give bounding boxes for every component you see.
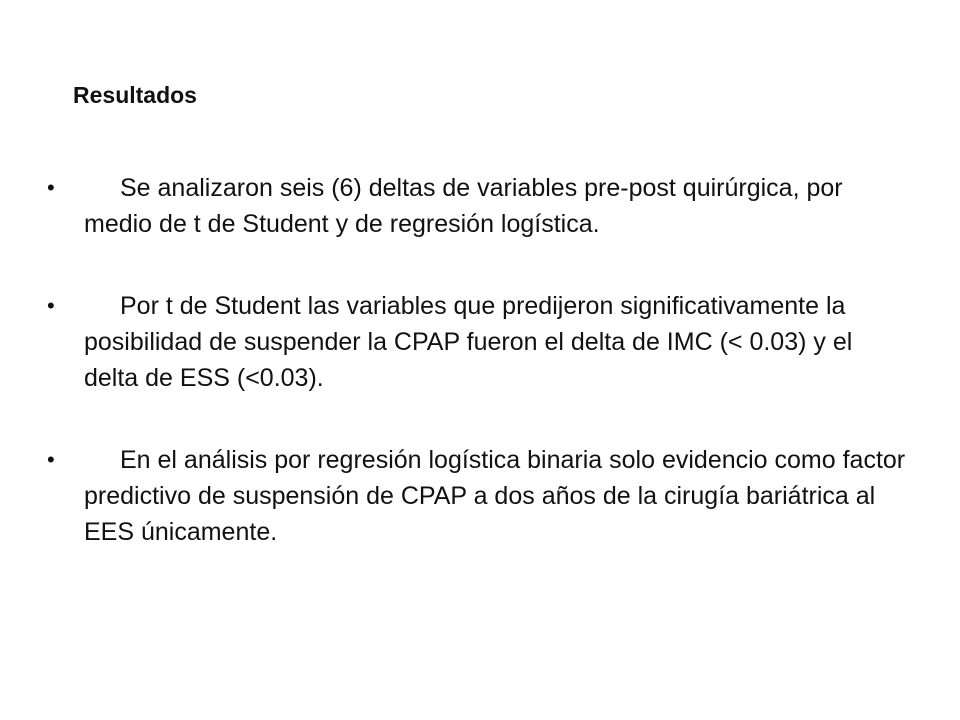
bullet-marker: • <box>47 447 55 472</box>
slide-title: Resultados <box>73 82 197 108</box>
bullet-marker: • <box>47 293 55 318</box>
bullet-text: Se analizaron seis (6) deltas de variables pre-post quirúrgica, por medio de t de Student y de regresión logística. <box>84 174 843 238</box>
bullet-item <box>0 442 960 550</box>
bullet-text: Por t de Student las variables que predijeron significativamente la posibilidad de suspender la CPAP fueron el delta de IMC (< 0.03) y el delta de ESS (<0.03). <box>84 292 853 392</box>
bullet-item <box>0 170 960 242</box>
bullet-list <box>0 170 960 596</box>
bullet-text: En el análisis por regresión logística binaria solo evidencio como factor predictivo de suspensión de CPAP a dos años de la cirugía bariátrica al EES únicamente. <box>84 446 906 546</box>
bullet-marker: • <box>47 175 55 200</box>
bullet-item <box>0 288 960 396</box>
